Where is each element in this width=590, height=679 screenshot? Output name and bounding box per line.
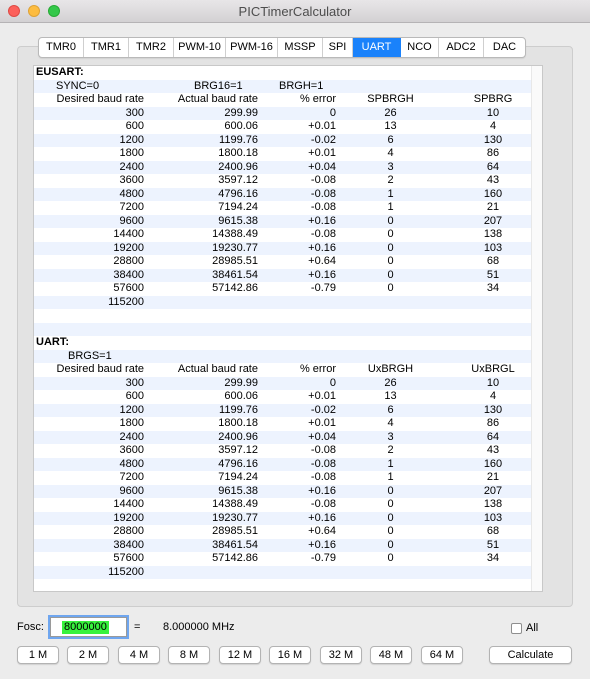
section-heading-row xyxy=(34,66,542,80)
table-row xyxy=(34,539,542,553)
table-cell: 1 xyxy=(387,187,394,200)
table-cell: 51 xyxy=(486,538,500,551)
table-cell: 19230.77 xyxy=(212,241,258,254)
table-cell: +0.01 xyxy=(308,147,336,159)
table-cell: 2 xyxy=(387,444,394,456)
all-checkbox-label: All xyxy=(526,622,539,634)
table-cell: 28800 xyxy=(113,255,144,267)
table-cell: 7194.24 xyxy=(218,471,258,483)
table-cell: 0 xyxy=(387,552,394,564)
table-cell: +0.16 xyxy=(308,511,336,524)
table-row xyxy=(34,525,542,539)
table-row xyxy=(34,471,542,485)
table-cell: 14388.49 xyxy=(212,228,258,240)
table-row xyxy=(34,228,542,242)
table-cell: -0.08 xyxy=(310,471,336,483)
table-row xyxy=(34,417,542,431)
table-row xyxy=(34,242,542,256)
table-cell: 0 xyxy=(387,538,394,551)
table-row xyxy=(34,282,542,296)
setting-eusart-2: BRGH=1 xyxy=(279,79,324,92)
table-row xyxy=(34,431,542,445)
table-cell: 4 xyxy=(387,147,394,159)
table-cell: 2 xyxy=(387,174,394,186)
table-cell: 9615.38 xyxy=(218,484,258,497)
table-cell: 0 xyxy=(387,525,394,537)
table-cell: 43 xyxy=(486,174,500,186)
table-cell: 21 xyxy=(486,201,500,213)
table-cell: 38461.54 xyxy=(212,538,258,551)
table-cell: 2400.96 xyxy=(218,160,258,173)
tab-mssp[interactable]: MSSP xyxy=(278,38,323,57)
table-cell: 14388.49 xyxy=(212,498,258,510)
table-cell: +0.01 xyxy=(308,390,336,402)
table-cell: 600 xyxy=(125,120,144,132)
table-cell: 0 xyxy=(387,498,394,510)
table-cell: 1800.18 xyxy=(218,417,258,429)
table-row xyxy=(34,120,542,134)
table-cell: 6 xyxy=(387,133,394,146)
column-header: % error xyxy=(299,93,336,105)
table-cell: 0 xyxy=(329,106,336,119)
table-cell: 19200 xyxy=(113,241,144,254)
table-cell: 130 xyxy=(483,403,503,416)
table-cell: 13 xyxy=(384,390,397,402)
section-heading-row xyxy=(34,336,542,350)
table-cell: 34 xyxy=(486,282,500,294)
settings-row xyxy=(34,80,542,94)
table-cell: +0.01 xyxy=(308,417,336,429)
table-cell: 3600 xyxy=(119,174,144,186)
spacer-row xyxy=(34,579,542,592)
table-cell: 115200 xyxy=(108,295,144,308)
header-row xyxy=(34,93,542,107)
table-cell: -0.08 xyxy=(310,187,336,200)
table-cell: 26 xyxy=(384,376,397,389)
table-cell: 9600 xyxy=(119,214,144,227)
table-cell: -0.02 xyxy=(310,403,336,416)
table-cell: 7200 xyxy=(119,471,144,483)
table-cell: -0.08 xyxy=(310,457,336,470)
table-cell: 207 xyxy=(483,484,503,497)
table-row xyxy=(34,215,542,229)
column-header: Desired baud rate xyxy=(56,93,144,105)
table-row xyxy=(34,512,542,526)
table-cell: 207 xyxy=(483,214,503,227)
table-cell: 86 xyxy=(486,147,500,159)
spacer-row xyxy=(34,309,542,323)
table-row xyxy=(34,566,542,580)
header-row xyxy=(34,363,542,377)
table-cell: 1800.18 xyxy=(218,147,258,159)
table-cell: 300 xyxy=(125,106,144,119)
table-cell: 2400 xyxy=(119,160,144,173)
table-cell: 28985.51 xyxy=(212,525,258,537)
table-cell: 68 xyxy=(486,255,500,267)
freq-button-8m[interactable]: 8 M xyxy=(168,646,210,664)
table-cell: 299.99 xyxy=(224,376,258,389)
table-cell: 1800 xyxy=(119,417,144,429)
table-cell: 300 xyxy=(125,376,144,389)
calculate-button[interactable]: Calculate xyxy=(489,646,572,664)
setting-eusart-0: SYNC=0 xyxy=(56,79,100,92)
table-cell: +0.16 xyxy=(308,214,336,227)
table-cell: 13 xyxy=(384,120,397,132)
table-row xyxy=(34,161,542,175)
table-row xyxy=(34,147,542,161)
table-cell: +0.16 xyxy=(308,484,336,497)
freq-button-32m[interactable]: 32 M xyxy=(320,646,362,664)
table-cell: 4 xyxy=(489,120,497,132)
table-cell: 600.06 xyxy=(224,120,258,132)
column-header: Actual baud rate xyxy=(177,363,258,375)
table-cell: 38400 xyxy=(113,538,144,551)
freq-button-64m[interactable]: 64 M xyxy=(421,646,463,664)
table-cell: 28985.51 xyxy=(212,255,258,267)
fosc-input[interactable] xyxy=(50,617,127,637)
tab-nco[interactable]: NCO xyxy=(401,38,439,57)
table-cell: -0.79 xyxy=(310,282,336,294)
table-cell: +0.04 xyxy=(308,430,336,443)
section-heading-eusart: EUSART: xyxy=(36,66,84,78)
table-cell: 1199.76 xyxy=(219,133,258,146)
fosc-value: 8000000 xyxy=(64,621,107,633)
table-cell: 160 xyxy=(483,457,503,470)
table-cell: 34 xyxy=(486,552,500,564)
column-header: Actual baud rate xyxy=(177,93,258,105)
settings-row xyxy=(34,350,542,364)
table-row xyxy=(34,107,542,121)
tab-tmr1[interactable]: TMR1 xyxy=(84,38,129,57)
table-cell: 0 xyxy=(387,228,394,240)
vertical-scrollbar[interactable] xyxy=(531,66,542,591)
table-cell: 6 xyxy=(387,403,394,416)
table-cell: 0 xyxy=(329,376,336,389)
table-cell: 4796.16 xyxy=(218,187,258,200)
column-header: SPBRG xyxy=(473,93,513,105)
fosc-mhz-display: 8.000000 MHz xyxy=(163,621,235,633)
tab-dac[interactable]: DAC xyxy=(492,41,517,53)
table-cell: 3597.12 xyxy=(218,444,258,456)
table-cell: 2400 xyxy=(119,430,144,443)
table-cell: 0 xyxy=(387,511,394,524)
table-cell: 57142.86 xyxy=(212,552,258,564)
table-cell: +0.04 xyxy=(308,160,336,173)
table-cell: 3597.12 xyxy=(218,174,258,186)
section-heading-uart: UART: xyxy=(36,336,69,348)
table-cell: 43 xyxy=(486,444,500,456)
table-row xyxy=(34,174,542,188)
table-cell: 57142.86 xyxy=(212,282,258,294)
table-cell: 19230.77 xyxy=(212,511,258,524)
tab-adc2[interactable]: ADC2 xyxy=(439,38,484,57)
table-cell: 0 xyxy=(387,214,394,227)
table-cell: +0.16 xyxy=(308,241,336,254)
table-row xyxy=(34,485,542,499)
table-row xyxy=(34,201,542,215)
table-cell: 138 xyxy=(483,228,503,240)
freq-button-2m[interactable]: 2 M xyxy=(67,646,109,664)
table-cell: 4796.16 xyxy=(218,457,258,470)
freq-button-12m[interactable]: 12 M xyxy=(219,646,261,664)
table-cell: 103 xyxy=(483,241,503,254)
table-cell: 7200 xyxy=(119,201,144,213)
column-header: SPBRGH xyxy=(367,93,414,105)
freq-button-16m[interactable]: 16 M xyxy=(269,646,311,664)
table-cell: 600 xyxy=(125,390,144,402)
table-row xyxy=(34,404,542,418)
table-cell: 0 xyxy=(387,255,394,267)
table-cell: 57600 xyxy=(113,282,144,294)
table-cell: +0.64 xyxy=(308,525,336,537)
table-cell: 0 xyxy=(387,241,394,254)
freq-button-1m[interactable]: 1 M xyxy=(17,646,59,664)
table-cell: 3 xyxy=(387,430,394,443)
tab-bar xyxy=(38,37,526,58)
table-cell: 4800 xyxy=(119,187,144,200)
fosc-label: Fosc: xyxy=(17,621,44,633)
column-header: UxBRGH xyxy=(367,363,414,375)
table-cell: 21 xyxy=(486,471,500,483)
table-cell: 1 xyxy=(387,471,394,483)
table-cell: 57600 xyxy=(113,552,144,564)
tab-spi[interactable]: SPI xyxy=(323,38,353,57)
table-row xyxy=(34,296,542,310)
table-cell: -0.08 xyxy=(310,444,336,456)
table-cell: 26 xyxy=(384,106,397,119)
column-header: UxBRGL xyxy=(471,363,515,375)
table-cell: 9615.38 xyxy=(218,214,258,227)
setting-uart-0: BRGS=1 xyxy=(68,349,112,362)
spacer-row xyxy=(34,323,542,337)
table-cell: 2400.96 xyxy=(218,430,258,443)
table-cell: +0.01 xyxy=(308,120,336,132)
table-cell: 14400 xyxy=(113,228,144,240)
all-checkbox[interactable] xyxy=(511,623,522,634)
table-row xyxy=(34,498,542,512)
table-cell: -0.08 xyxy=(310,174,336,186)
table-cell: 9600 xyxy=(119,484,144,497)
freq-button-4m[interactable]: 4 M xyxy=(118,646,160,664)
table-cell: 86 xyxy=(486,417,500,429)
table-cell: -0.02 xyxy=(310,133,336,146)
table-cell: 600.06 xyxy=(224,390,258,402)
table-cell: 1200 xyxy=(119,403,144,416)
table-cell: 64 xyxy=(486,160,500,173)
table-cell: 1800 xyxy=(119,147,144,159)
table-cell: 103 xyxy=(483,511,503,524)
table-cell: 0 xyxy=(387,282,394,294)
table-cell: 0 xyxy=(387,268,394,281)
table-row xyxy=(34,134,542,148)
table-cell: 4800 xyxy=(119,457,144,470)
table-row xyxy=(34,255,542,269)
table-cell: -0.79 xyxy=(310,552,336,564)
table-cell: 64 xyxy=(486,430,500,443)
table-cell: +0.16 xyxy=(308,538,336,551)
table-cell: 1 xyxy=(387,201,394,213)
column-header: % error xyxy=(299,363,336,375)
table-cell: 138 xyxy=(483,498,503,510)
table-cell: 10 xyxy=(486,106,500,119)
tab-tmr0[interactable]: TMR0 xyxy=(39,38,84,57)
tab-pwm-10[interactable]: PWM-10 xyxy=(174,38,226,57)
table-cell: 1 xyxy=(387,457,394,470)
tab-uart[interactable]: UART xyxy=(353,38,401,57)
table-cell: 1199.76 xyxy=(219,403,258,416)
table-cell: 160 xyxy=(483,187,503,200)
table-row xyxy=(34,444,542,458)
table-cell: +0.64 xyxy=(308,255,336,267)
table-cell: 28800 xyxy=(113,525,144,537)
table-cell: 299.99 xyxy=(224,106,258,119)
table-row xyxy=(34,458,542,472)
table-cell: 0 xyxy=(387,484,394,497)
table-row xyxy=(34,269,542,283)
table-row xyxy=(34,188,542,202)
table-cell: 68 xyxy=(486,525,500,537)
table-cell: -0.08 xyxy=(310,228,336,240)
column-header: Desired baud rate xyxy=(56,363,144,375)
table-cell: 4 xyxy=(387,417,394,429)
table-cell: 38400 xyxy=(113,268,144,281)
table-cell: 38461.54 xyxy=(212,268,258,281)
table-row xyxy=(34,377,542,391)
tab-tmr2[interactable]: TMR2 xyxy=(129,38,174,57)
results-table xyxy=(33,65,543,592)
table-cell: 1200 xyxy=(119,133,144,146)
title-bar xyxy=(0,0,590,23)
freq-button-48m[interactable]: 48 M xyxy=(370,646,412,664)
table-cell: 14400 xyxy=(113,498,144,510)
table-cell: 51 xyxy=(486,268,500,281)
equals-sign: = xyxy=(134,621,141,633)
table-cell: 4 xyxy=(489,390,497,402)
table-cell: 130 xyxy=(483,133,503,146)
tab-pwm-16[interactable]: PWM-16 xyxy=(226,38,278,57)
table-cell: +0.16 xyxy=(308,268,336,281)
window-title: PICTimerCalculator xyxy=(238,4,352,19)
table-cell: 10 xyxy=(486,376,500,389)
table-cell: 115200 xyxy=(108,565,144,578)
table-cell: 19200 xyxy=(113,511,144,524)
setting-eusart-1: BRG16=1 xyxy=(194,79,243,92)
table-cell: -0.08 xyxy=(310,201,336,213)
table-row xyxy=(34,552,542,566)
table-cell: -0.08 xyxy=(310,498,336,510)
table-row xyxy=(34,390,542,404)
table-cell: 7194.24 xyxy=(218,201,258,213)
table-cell: 3600 xyxy=(119,444,144,456)
table-cell: 3 xyxy=(387,160,394,173)
